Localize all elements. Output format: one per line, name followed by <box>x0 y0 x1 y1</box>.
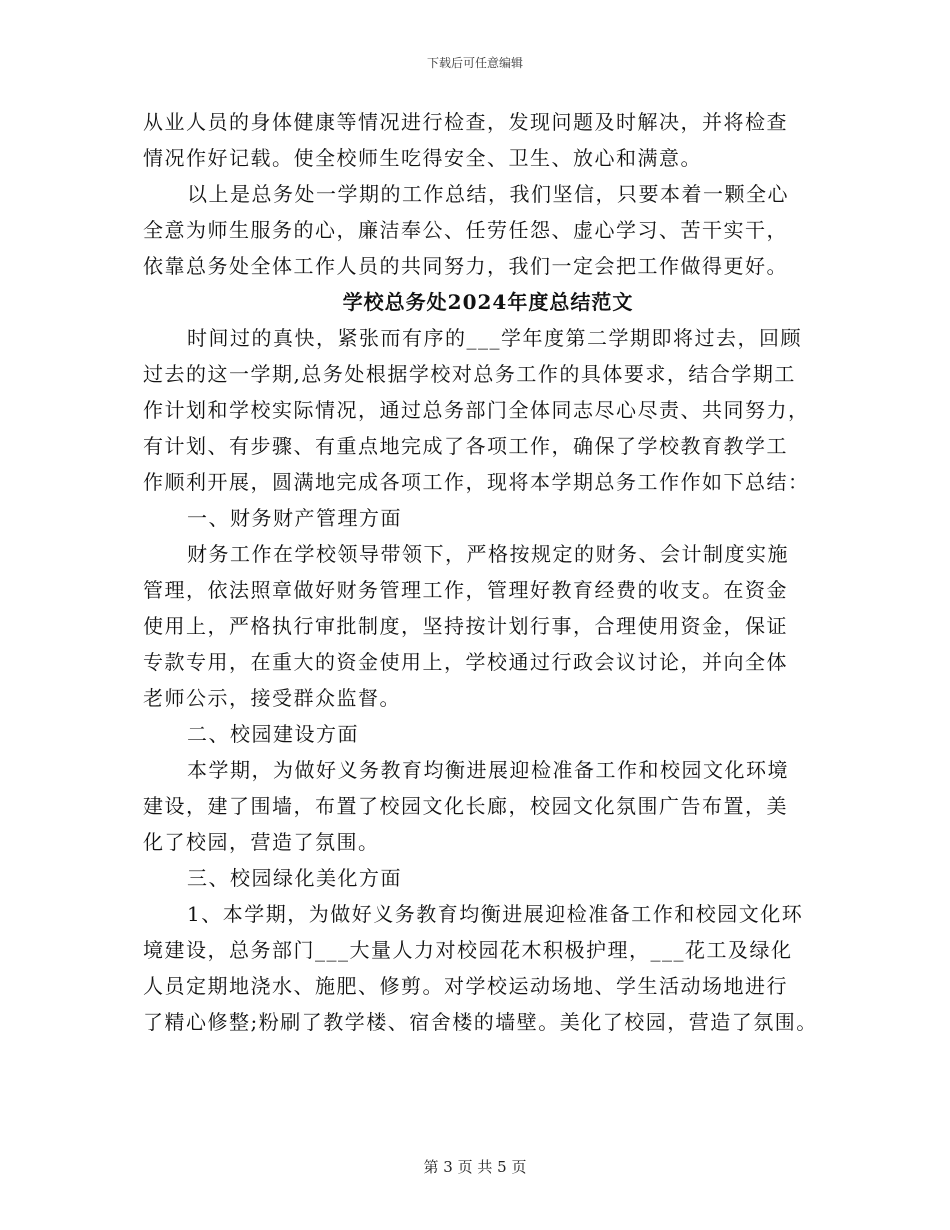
text-line: 财务工作在学校领导带领下，严格按规定的财务、会计制度实施 <box>187 542 789 566</box>
text-line: 建设，建了围墙，布置了校园文化长廊，校园文化氛围广告布置，美 <box>143 794 788 818</box>
text-line: 专款专用，在重大的资金使用上，学校通过行政会议讨论，并向全体 <box>143 650 788 674</box>
text-line: 管理，依法照章做好财务管理工作，管理好教育经费的收支。在资金 <box>143 578 788 602</box>
text-line: 以上是总务处一学期的工作总结，我们坚信，只要本着一颗全心 <box>187 182 789 206</box>
text-line: 本学期，为做好义务教育均衡进展迎检准备工作和校园文化环境 <box>187 758 789 782</box>
text-line: 时间过的真快，紧张而有序的___学年度第二学期即将过去，回顾 <box>187 326 802 350</box>
text-line: 从业人员的身体健康等情况进行检查，发现问题及时解决，并将检查 <box>143 110 788 134</box>
section-heading: 三、校园绿化美化方面 <box>187 866 402 890</box>
text-line: 作计划和学校实际情况，通过总务部门全体同志尽心尽责、共同努力， <box>143 398 810 422</box>
document-body <box>143 104 833 1040</box>
text-line: 老师公示，接受群众监督。 <box>143 686 401 710</box>
text-line: 作顺利开展，圆满地完成各项工作，现将本学期总务工作作如下总结： <box>143 470 810 494</box>
text-line: 过去的这一学期,总务处根据学校对总务工作的具体要求，结合学期工 <box>143 362 796 386</box>
text-line: 依靠总务处全体工作人员的共同努力，我们一定会把工作做得更好。 <box>143 254 788 278</box>
text-line: 人员定期地浇水、施肥、修剪。对学校运动场地、学生活动场地进行 <box>143 974 788 998</box>
text-line: 了精心修整;粉刷了教学楼、宿舍楼的墙壁。美化了校园，营造了氛围。 <box>143 1010 818 1034</box>
text-line: 情况作好记载。使全校师生吃得安全、卫生、放心和满意。 <box>143 146 702 170</box>
text-line: 境建设，总务部门___大量人力对校园花木积极护理，___花工及绿化 <box>143 938 793 962</box>
section-heading: 二、校园建设方面 <box>187 722 359 746</box>
page-footer: 第 3 页 共 5 页 <box>423 1158 527 1176</box>
page-header: 下载后可任意编辑 <box>426 56 523 70</box>
section-title: 学校总务处2024年度总结范文 <box>342 290 634 314</box>
text-line: 化了校园，营造了氛围。 <box>143 830 380 854</box>
text-line: 使用上，严格执行审批制度，坚持按计划行事，合理使用资金，保证 <box>143 614 788 638</box>
text-line: 1、本学期，为做好义务教育均衡进展迎检准备工作和校园文化环 <box>187 902 804 926</box>
text-line: 全意为师生服务的心，廉洁奉公、任劳任怨、虚心学习、苦干实干， <box>143 218 788 242</box>
text-line: 有计划、有步骤、有重点地完成了各项工作，确保了学校教育教学工 <box>143 434 788 458</box>
section-heading: 一、财务财产管理方面 <box>187 506 402 530</box>
